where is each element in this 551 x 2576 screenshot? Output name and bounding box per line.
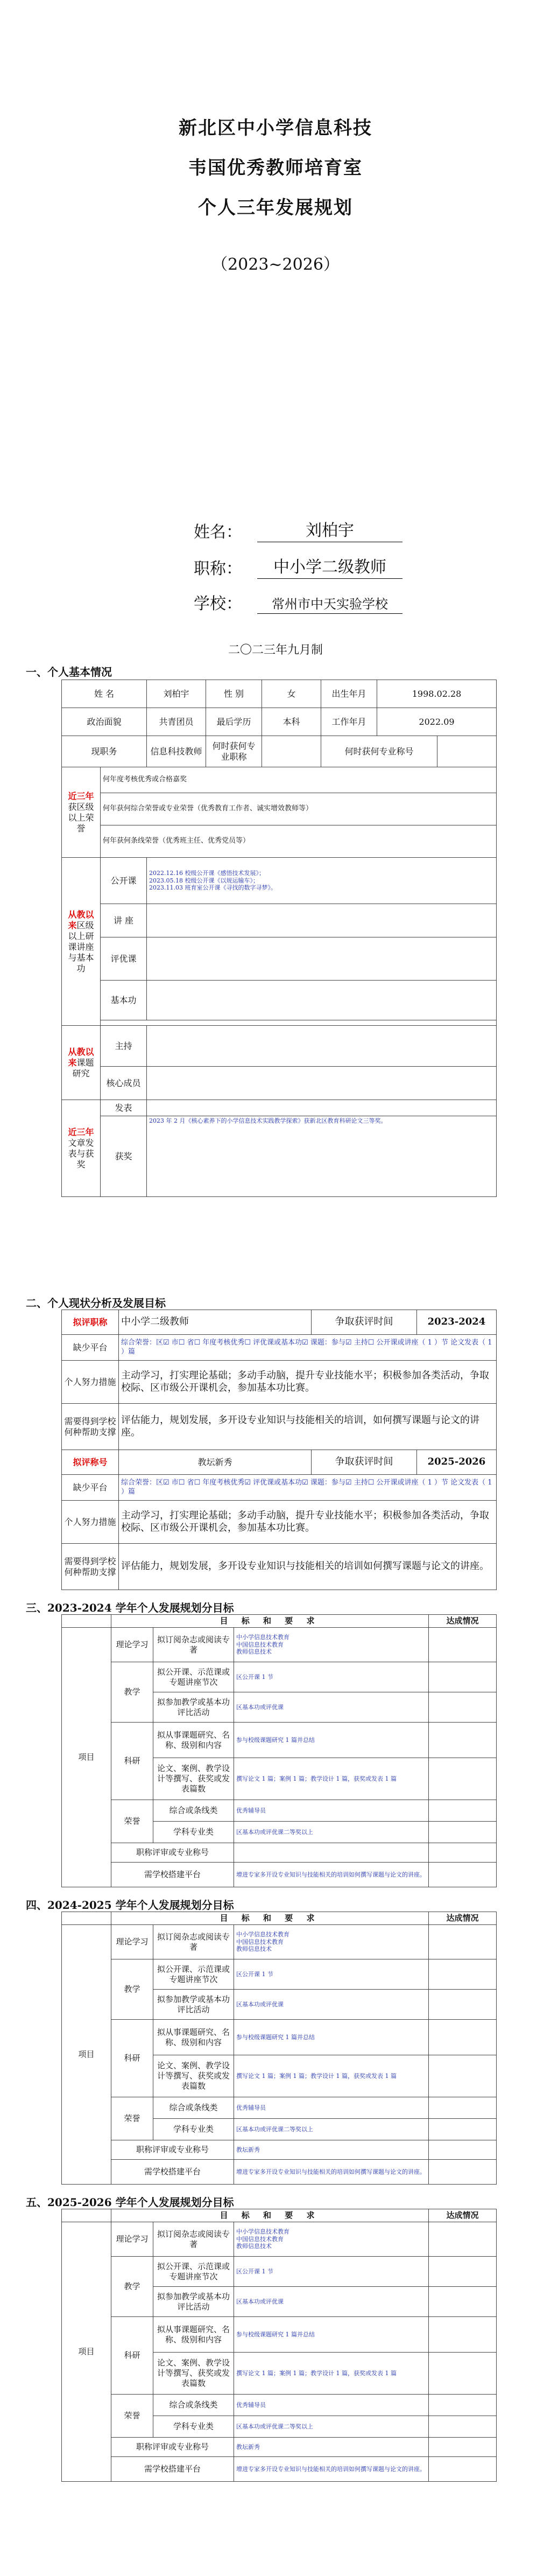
publish-label: 发表 bbox=[101, 1100, 147, 1116]
teach-done-1 bbox=[429, 1662, 497, 1692]
theory-value-2: 中国信息技术教育 bbox=[236, 1938, 284, 1945]
theory-value-1: 中小学信息技术教育 bbox=[236, 1930, 289, 1938]
cover-title-line2: 韦国优秀教师培育室 bbox=[188, 157, 363, 179]
honor-title-label-cell: 何时获何专业称号 bbox=[321, 736, 437, 767]
plan-table-2024 bbox=[61, 1912, 497, 2185]
plan-header: 目 标 和 要 求 bbox=[111, 1615, 429, 1628]
pro-title-cell bbox=[262, 736, 321, 767]
name-cell: 刘柏宇 bbox=[147, 680, 206, 708]
rank-value: 教坛新秀 bbox=[234, 2438, 429, 2457]
honor-done-2 bbox=[429, 1822, 497, 1843]
research-done-2 bbox=[429, 2353, 497, 2395]
theory-label: 理论学习 bbox=[111, 2222, 153, 2257]
effort-label-1: 个人努力措施 bbox=[62, 1361, 119, 1404]
edu-label-cell: 最后学历 bbox=[206, 708, 262, 736]
work-label-cell: 工作年月 bbox=[321, 708, 377, 736]
birth-cell: 1998.02.28 bbox=[377, 680, 497, 708]
honor-target-1: 综合或条线类 bbox=[153, 2395, 234, 2416]
teach-value-2: 区基本功或评优课 bbox=[234, 1692, 429, 1723]
plan-table-2025 bbox=[61, 2209, 497, 2482]
effort-value-2: 主动学习，打实理论基础；多动手动脑，提升专业技能水平；积极参加各类活动，争取校际、区市级公开课机会，参加基本功比赛。 bbox=[119, 1501, 497, 1544]
honor-value-2: 区基本功或评优课二等奖以上 bbox=[234, 2416, 429, 2438]
honor-value-1: 优秀辅导员 bbox=[234, 2395, 429, 2416]
work-cell: 2022.09 bbox=[377, 708, 497, 736]
theory-values bbox=[234, 1925, 429, 1959]
research-done-1 bbox=[429, 2020, 497, 2055]
eval-class-cell bbox=[147, 937, 497, 981]
job-label-cell: 现职务 bbox=[62, 736, 147, 767]
sex-cell: 女 bbox=[262, 680, 321, 708]
plan-done-header: 达成情况 bbox=[429, 1912, 497, 1925]
section-plan-1-title: 三、2023-2024 学年个人发展规划分目标 bbox=[26, 1601, 234, 1614]
research-target-2: 论文、案例、教学设计等撰写、获奖或发表篇数 bbox=[153, 1758, 234, 1800]
honor-done-2 bbox=[429, 2119, 497, 2140]
meta-name-row bbox=[194, 517, 402, 542]
honor-value-2: 区基本功或评优课二等奖以上 bbox=[234, 1822, 429, 1843]
theory-value-2: 中国信息技术教育 bbox=[236, 2235, 284, 2243]
open-class-label: 公开课 bbox=[101, 858, 147, 904]
effort-value-1: 主动学习，打实理论基础；多动手动脑，提升专业技能水平；积极参加各类活动，争取校际、区市级公开课机会，参加基本功比赛。 bbox=[119, 1361, 497, 1404]
target-time-value: 2023-2024 bbox=[417, 1310, 497, 1335]
target-time-label: 争取获评时间 bbox=[312, 1310, 417, 1335]
teach-target-1: 拟公开课、示范课或专题讲座节次 bbox=[153, 1959, 234, 1990]
honor-value-1: 优秀辅导员 bbox=[234, 1800, 429, 1822]
cover-title-line1: 新北区中小学信息科技 bbox=[179, 117, 372, 139]
gap-label-1: 缺少平台 bbox=[62, 1335, 119, 1361]
need-done bbox=[429, 1863, 497, 1887]
award-cell: 2023 年 2 月《核心素养下的小学信息技术实践教学探索》获新北区教育科研论文三等奖。 bbox=[147, 1116, 497, 1197]
paper-red-label: 近三年 bbox=[68, 1126, 94, 1137]
teach-done-1 bbox=[429, 2257, 497, 2287]
plan-project-label: 项目 bbox=[62, 2222, 111, 2482]
section-plan-2-title: 四、2024-2025 学年个人发展规划分目标 bbox=[26, 1899, 234, 1912]
plan-corner bbox=[62, 1615, 111, 1628]
rank-done bbox=[429, 1843, 497, 1863]
teach-value-2: 区基本功或评优课 bbox=[234, 2287, 429, 2317]
support-label-2: 需要得到学校何种帮助支撑 bbox=[62, 1544, 119, 1590]
eval-class-label: 评优课 bbox=[101, 937, 147, 981]
honor-group-label: 获区级以上荣誉 bbox=[68, 801, 94, 834]
rank-done bbox=[429, 2438, 497, 2457]
theory-target: 拟订阅杂志或阅读专著 bbox=[153, 1628, 234, 1662]
rank-target: 职称评审或专业称号 bbox=[111, 2438, 234, 2457]
need-value: 增进专家多开设专业知识与技能相关的培训如何撰写课题与论文的讲座。 bbox=[234, 1863, 429, 1887]
need-done bbox=[429, 2457, 497, 2482]
cover-title-line3: 个人三年发展规划 bbox=[198, 197, 353, 219]
teach-done-2 bbox=[429, 2287, 497, 2317]
core-member-label: 核心成员 bbox=[101, 1067, 147, 1100]
teach-done-2 bbox=[429, 1692, 497, 1723]
birth-label-cell: 出生年月 bbox=[321, 680, 377, 708]
support-value-2: 评估能力，规划发展，多开设专业知识与技能相关的培训如何撰写课题与论文的讲座。 bbox=[119, 1544, 497, 1590]
research-label: 科研 bbox=[111, 2317, 153, 2395]
plan-done-header: 达成情况 bbox=[429, 2209, 497, 2222]
research-label: 科研 bbox=[111, 2020, 153, 2097]
honor-target-1: 综合或条线类 bbox=[153, 2097, 234, 2119]
theory-value-1: 中小学信息技术教育 bbox=[236, 2228, 289, 2235]
teach-target-2: 拟参加教学或基本功评比活动 bbox=[153, 1692, 234, 1723]
teach-done-1 bbox=[429, 1959, 497, 1990]
host-label: 主持 bbox=[101, 1026, 147, 1067]
research-group-cell bbox=[62, 1026, 101, 1100]
open-class-cell bbox=[147, 858, 497, 904]
target-time-value-2: 2025-2026 bbox=[417, 1450, 497, 1475]
party-label-cell: 政治面貌 bbox=[62, 708, 147, 736]
teach-value-1: 区公开课 1 节 bbox=[234, 1959, 429, 1990]
support-label-1: 需要得到学校何种帮助支撑 bbox=[62, 1404, 119, 1450]
honor-done-1 bbox=[429, 1800, 497, 1822]
core-member-cell bbox=[147, 1067, 497, 1100]
research-value-1: 参与校级课题研究 1 篇并总结 bbox=[234, 2317, 429, 2353]
theory-values bbox=[234, 1628, 429, 1662]
teach-target-2: 拟参加教学或基本功评比活动 bbox=[153, 1990, 234, 2020]
theory-target: 拟订阅杂志或阅读专著 bbox=[153, 2222, 234, 2257]
skill-label: 基本功 bbox=[101, 981, 147, 1020]
status-table bbox=[61, 1310, 497, 1590]
research-value-2: 撰写论文 1 篇；案例 1 篇；教学设计 1 篇，获奖或发表 1 篇 bbox=[234, 2353, 429, 2395]
publish-cell bbox=[147, 1100, 497, 1116]
name-label-cell: 姓 名 bbox=[62, 680, 147, 708]
teach-target-2: 拟参加教学或基本功评比活动 bbox=[153, 2287, 234, 2317]
basic-info-table bbox=[61, 680, 497, 1197]
honor-label: 荣誉 bbox=[111, 2395, 153, 2438]
theory-target: 拟订阅杂志或阅读专著 bbox=[153, 1925, 234, 1959]
teach-label: 教学 bbox=[111, 1662, 153, 1723]
plan-corner bbox=[62, 1912, 111, 1925]
research-done-1 bbox=[429, 2317, 497, 2353]
rank-value bbox=[234, 1843, 429, 1863]
section-status-title: 二、个人现状分析及发展目标 bbox=[26, 1297, 166, 1310]
research-value-1: 参与校级课题研究 1 篇并总结 bbox=[234, 1723, 429, 1758]
target-title-label: 拟评职称 bbox=[62, 1310, 119, 1335]
research-done-2 bbox=[429, 2055, 497, 2097]
research-red-label: 从教以来 bbox=[68, 1046, 94, 1068]
edu-cell: 本科 bbox=[262, 708, 321, 736]
section-basic-title: 一、个人基本情况 bbox=[26, 666, 112, 678]
research-group-label: 课题研究 bbox=[72, 1057, 94, 1079]
target-honor-value: 教坛新秀 bbox=[119, 1450, 312, 1475]
honor-target-2: 学科专业类 bbox=[153, 2119, 234, 2140]
honor-row-3: 何年获何条线荣誉（优秀班主任、优秀党员等） bbox=[101, 825, 497, 858]
research-value-2: 撰写论文 1 篇；案例 1 篇；教学设计 1 篇，获奖或发表 1 篇 bbox=[234, 1758, 429, 1800]
theory-done bbox=[429, 2222, 497, 2257]
teach-label: 教学 bbox=[111, 1959, 153, 2020]
research-label: 科研 bbox=[111, 1723, 153, 1800]
honor-target-2: 学科专业类 bbox=[153, 2416, 234, 2438]
target-honor-label: 拟评称号 bbox=[62, 1450, 119, 1475]
plan-table-2023 bbox=[61, 1614, 497, 1887]
need-value: 增进专家多开设专业知识与技能相关的培训如何撰写课题与论文的讲座。 bbox=[234, 2160, 429, 2185]
rank-value: 教坛新秀 bbox=[234, 2140, 429, 2160]
meta-title-row bbox=[194, 554, 402, 579]
research-target-1: 拟从事课题研究、名称、级别和内容 bbox=[153, 2020, 234, 2055]
honor-label: 荣誉 bbox=[111, 1800, 153, 1843]
theory-done bbox=[429, 1628, 497, 1662]
paper-group-label: 文章发表与获奖 bbox=[68, 1137, 94, 1170]
support-value-1: 评估能力，规划发展，多开设专业知识与技能相关的培训，如何撰写课题与论文的讲座。 bbox=[119, 1404, 497, 1450]
research-target-2: 论文、案例、教学设计等撰写、获奖或发表篇数 bbox=[153, 2353, 234, 2395]
research-done-1 bbox=[429, 1723, 497, 1758]
sex-label-cell: 性 别 bbox=[206, 680, 262, 708]
need-target: 需学校搭建平台 bbox=[111, 2160, 234, 2185]
plan-header: 目 标 和 要 求 bbox=[111, 1912, 429, 1925]
research-value-1: 参与校级课题研究 1 篇并总结 bbox=[234, 2020, 429, 2055]
activity-group-cell bbox=[62, 858, 101, 1026]
teach-label: 教学 bbox=[111, 2257, 153, 2317]
honor-done-1 bbox=[429, 2097, 497, 2119]
need-done bbox=[429, 2160, 497, 2185]
spacer-cell bbox=[101, 1020, 497, 1026]
theory-done bbox=[429, 1925, 497, 1959]
research-target-1: 拟从事课题研究、名称、级别和内容 bbox=[153, 2317, 234, 2353]
honor-done-2 bbox=[429, 2416, 497, 2438]
gap-label-2: 缺少平台 bbox=[62, 1475, 119, 1501]
honor-value-1: 优秀辅导员 bbox=[234, 2097, 429, 2119]
open-class-1: 2022.12.16 校级公开课《感悟技术发展》； bbox=[149, 869, 265, 877]
title-label: 职称： bbox=[194, 559, 242, 578]
open-class-2: 2023.05.18 校级公开课《以规运输车》； bbox=[149, 877, 259, 884]
lecture-cell bbox=[147, 904, 497, 937]
target-title-value: 中小学二级教师 bbox=[119, 1310, 312, 1335]
honor-row-1: 何年度考核优秀或合格嘉奖 bbox=[101, 767, 497, 793]
activity-red-label: 从教以来 bbox=[68, 909, 94, 930]
target-time-label-2: 争取获评时间 bbox=[312, 1450, 417, 1475]
pro-title-label-cell: 何时获何专业职称 bbox=[206, 736, 262, 767]
gap-value-2: 综合荣誉：区☑ 市☐ 省☐ 年度考核优秀☑ 评优课或基本功☑ 课题：参与☑ 主持☐ 公开课或讲座（ 1 ）节 论文发表（ 1 ）篇 bbox=[119, 1475, 497, 1501]
skill-cell bbox=[147, 981, 497, 1020]
research-value-2: 撰写论文 1 篇；案例 1 篇；教学设计 1 篇，获奖或发表 1 篇 bbox=[234, 2055, 429, 2097]
open-class-3: 2023.11.03 班育室公开课《寻找的数字寻梦》。 bbox=[149, 884, 277, 892]
need-value: 增进专家多开设专业知识与技能相关的培训如何撰写课题与论文的讲座。 bbox=[234, 2457, 429, 2482]
honor-done-1 bbox=[429, 2395, 497, 2416]
host-cell bbox=[147, 1026, 497, 1067]
effort-label-2: 个人努力措施 bbox=[62, 1501, 119, 1544]
plan-corner bbox=[62, 2209, 111, 2222]
theory-label: 理论学习 bbox=[111, 1925, 153, 1959]
job-cell: 信息科技教师 bbox=[147, 736, 206, 767]
plan-done-header: 达成情况 bbox=[429, 1615, 497, 1628]
school-value: 常州市中天实验学校 bbox=[257, 593, 402, 614]
meta-school-row bbox=[194, 590, 402, 614]
theory-values bbox=[234, 2222, 429, 2257]
teach-done-2 bbox=[429, 1990, 497, 2020]
need-target: 需学校搭建平台 bbox=[111, 2457, 234, 2482]
theory-value-3: 教师信息技术 bbox=[236, 1648, 272, 1656]
honor-row-2: 何年获何综合荣誉或专业荣誉（优秀教育工作者、诚实增效教师等） bbox=[101, 793, 497, 825]
theory-value-3: 教师信息技术 bbox=[236, 1945, 272, 1953]
award-label: 获奖 bbox=[101, 1116, 147, 1197]
teach-value-1: 区公开课 1 节 bbox=[234, 1662, 429, 1692]
plan-header: 目 标 和 要 求 bbox=[111, 2209, 429, 2222]
theory-value-2: 中国信息技术教育 bbox=[236, 1641, 284, 1648]
honor-red-label: 近三年 bbox=[68, 790, 94, 801]
plan-project-label: 项目 bbox=[62, 1628, 111, 1887]
theory-label: 理论学习 bbox=[111, 1628, 153, 1662]
honor-target-2: 学科专业类 bbox=[153, 1822, 234, 1843]
need-target: 需学校搭建平台 bbox=[111, 1863, 234, 1887]
teach-value-1: 区公开课 1 节 bbox=[234, 2257, 429, 2287]
plan-project-label: 项目 bbox=[62, 1925, 111, 2185]
honor-label: 荣誉 bbox=[111, 2097, 153, 2140]
research-target-2: 论文、案例、教学设计等撰写、获奖或发表篇数 bbox=[153, 2055, 234, 2097]
gap-value-1: 综合荣誉：区☑ 市☐ 省☐ 年度考核优秀☐ 评优课或基本功☑ 课题：参与☑ 主持☐ 公开课或讲座（ 1 ）节 论文发表（ 1 ）篇 bbox=[119, 1335, 497, 1361]
rank-done bbox=[429, 2140, 497, 2160]
theory-value-3: 教师信息技术 bbox=[236, 2243, 272, 2250]
research-target-1: 拟从事课题研究、名称、级别和内容 bbox=[153, 1723, 234, 1758]
activity-group-label: 区级以上研课讲座与基本功 bbox=[68, 920, 94, 974]
paper-group-cell bbox=[62, 1100, 101, 1197]
prepared-date: 二〇二三年九月制 bbox=[228, 643, 323, 657]
name-label: 姓名： bbox=[194, 523, 242, 542]
rank-target: 职称评审或专业称号 bbox=[111, 1843, 234, 1863]
section-plan-3-title: 五、2025-2026 学年个人发展规划分目标 bbox=[26, 2196, 234, 2209]
honor-group-cell bbox=[62, 767, 101, 858]
honor-target-1: 综合或条线类 bbox=[153, 1800, 234, 1822]
school-label: 学校： bbox=[194, 594, 242, 613]
cover-years: （2023~2026） bbox=[211, 255, 340, 274]
honor-value-2: 区基本功或评优课二等奖以上 bbox=[234, 2119, 429, 2140]
honor-title-cell bbox=[437, 736, 497, 767]
research-done-2 bbox=[429, 1758, 497, 1800]
title-value: 中小学二级教师 bbox=[257, 554, 402, 579]
theory-value-1: 中小学信息技术教育 bbox=[236, 1633, 289, 1641]
lecture-label: 讲 座 bbox=[101, 904, 147, 937]
teach-target-1: 拟公开课、示范课或专题讲座节次 bbox=[153, 1662, 234, 1692]
teach-value-2: 区基本功或评优课 bbox=[234, 1990, 429, 2020]
name-value: 刘柏宇 bbox=[257, 517, 402, 542]
teach-target-1: 拟公开课、示范课或专题讲座节次 bbox=[153, 2257, 234, 2287]
rank-target: 职称评审或专业称号 bbox=[111, 2140, 234, 2160]
party-cell: 共青团员 bbox=[147, 708, 206, 736]
